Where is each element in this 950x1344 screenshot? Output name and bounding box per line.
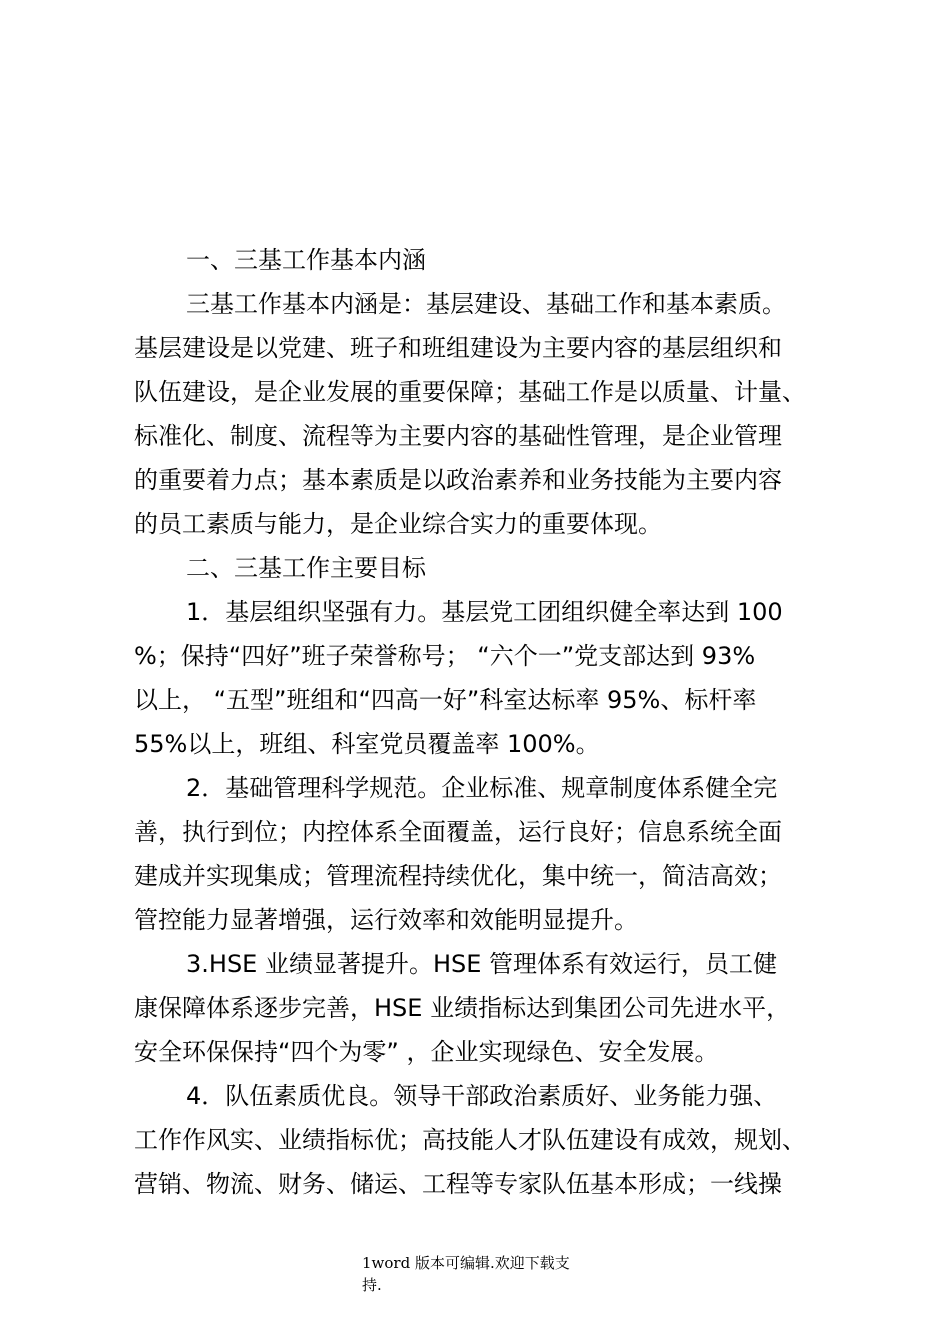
text-line: 基层建设是以党建、班子和班组建设为主要内容的基层组织和 (134, 334, 782, 362)
text-line: 管控能力显著增强，运行效率和效能明显提升。 (134, 906, 638, 934)
footer-line-2: 持. (362, 1276, 382, 1294)
text-line: 善，执行到位；内控体系全面覆盖，运行良好；信息系统全面 (134, 818, 782, 846)
text-line: 标准化、制度、流程等为主要内容的基础性管理，是企业管理 (134, 422, 782, 450)
text-line: 队伍建设，是企业发展的重要保障；基础工作是以质量、计量、 (134, 378, 806, 406)
text-line: 二、三基工作主要目标 (186, 554, 426, 582)
text-line: 3.HSE 业绩显著提升。HSE 管理体系有效运行，员工健 (186, 950, 778, 978)
text-line: 2．基础管理科学规范。企业标准、规章制度体系健全完 (186, 774, 778, 802)
text-line: 三基工作基本内涵是：基层建设、基础工作和基本素质。 (186, 290, 786, 318)
document-body (134, 238, 846, 1206)
text-line: 的员工素质与能力，是企业综合实力的重要体现。 (134, 510, 662, 538)
footer-line-1: 1word 版本可编辑.欢迎下载支 (362, 1254, 570, 1272)
text-line: 建成并实现集成；管理流程持续优化，集中统一，简洁高效； (134, 862, 782, 890)
text-line: 以上， “五型”班组和“四高一好”科室达标率 95%、标杆率 (134, 686, 757, 714)
text-line: 一、三基工作基本内涵 (186, 246, 426, 274)
text-line: 工作作风实、业绩指标优；高技能人才队伍建设有成效，规划、 (134, 1126, 806, 1154)
text-line: %；保持“四好”班子荣誉称号； “六个一”党支部达到 93% (134, 642, 756, 670)
page-footer (362, 1252, 592, 1296)
text-line: 1．基层组织坚强有力。基层党工团组织健全率达到 100 (186, 598, 783, 626)
text-line: 安全环保保持“四个为零” ，企业实现绿色、安全发展。 (134, 1038, 719, 1066)
text-line: 康保障体系逐步完善，HSE 业绩指标达到集团公司先进水平， (134, 994, 791, 1022)
text-line: 55%以上，班组、科室党员覆盖率 100%。 (134, 730, 600, 758)
text-line: 营销、物流、财务、储运、工程等专家队伍基本形成；一线操 (134, 1170, 782, 1198)
text-line: 4．队伍素质优良。领导干部政治素质好、业务能力强、 (186, 1082, 778, 1110)
text-line: 的重要着力点；基本素质是以政治素养和业务技能为主要内容 (134, 466, 782, 494)
